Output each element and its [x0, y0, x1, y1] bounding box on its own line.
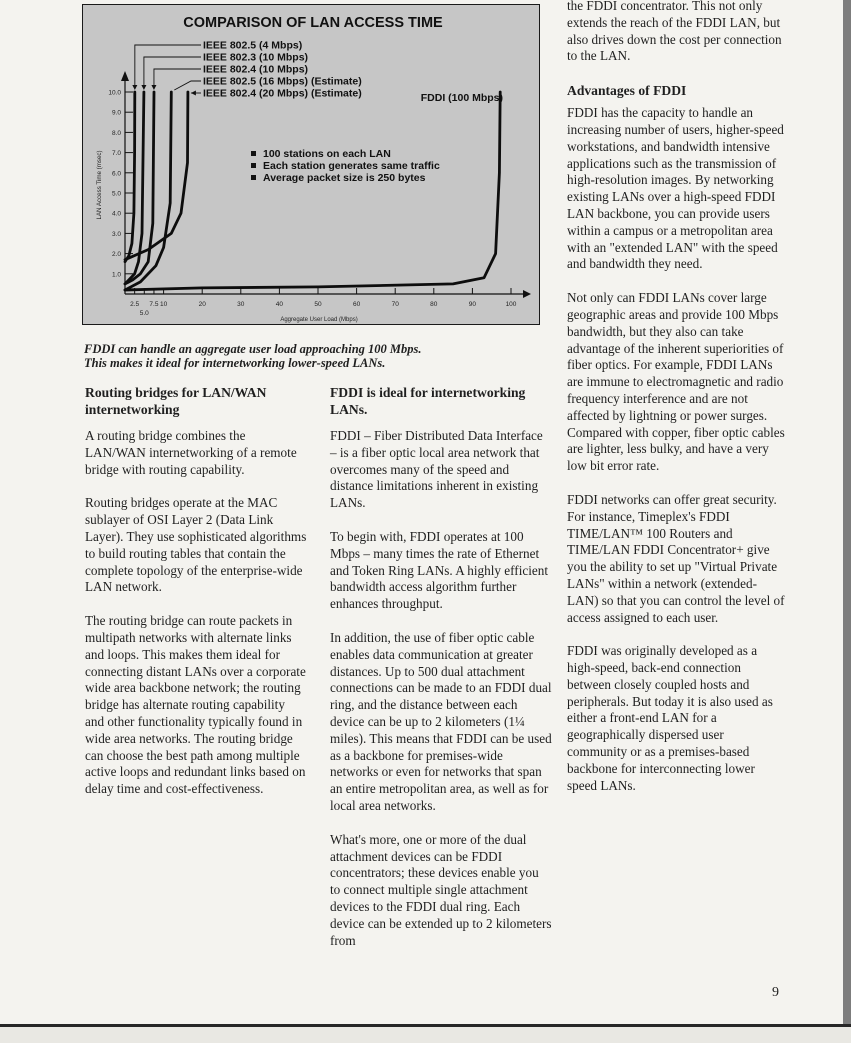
y-tick-label: 3.0: [111, 230, 121, 238]
x-axis-title: Aggregate User Load (Mbps): [280, 317, 358, 323]
paragraph: What's more, one or more of the dual attachment devices can be FDDI concentrators; these devices enable you to connect multiple single attachment devices to the FDDI dual ring. Each device can be extended up to 2 kilometers from: [330, 831, 552, 948]
paragraph: A routing bridge combines the LAN/WAN internetworking of a remote bridge with routing capability.: [85, 428, 297, 477]
access-time-chart: [82, 4, 540, 325]
paragraph: Not only can FDDI LANs cover large geographic areas and provide 100 Mbps bandwidth, but they also can take advantage of the inherent superiorities of fiber optics. For example, FDDI LANs are immune to electromagnetic and radio frequency interference and are not affected by lightning or power surges. Compared with copper, fiber optic cables are lighter, less bulky, and have a very low bit error rate.: [567, 290, 785, 474]
y-axis-title: LAN Access Time (msec): [96, 150, 103, 220]
section-heading-routing-bridges: Routing bridges for LAN/WAN internetworking: [85, 385, 267, 417]
paragraph: FDDI was originally developed as a high-speed, back-end connection between closely coupled hosts and peripherals. But today it is also used as either a front-end LAN for a geographically dispersed user community or as a premises-based backbone for interconnecting lower speed LANs.: [567, 643, 773, 793]
chart-canvas: [83, 5, 541, 326]
legend-label: IEEE 802.5 (4 Mbps): [203, 39, 303, 52]
legend-leader: [135, 45, 201, 88]
caption-line-2: This makes it ideal for internetworking lower-speed LANs.: [84, 356, 386, 370]
legend-label: IEEE 802.4 (10 Mbps): [203, 63, 309, 76]
legend-leader: [174, 81, 201, 90]
y-tick-label: 8.0: [111, 129, 121, 137]
x-tick-label: 90: [468, 301, 477, 308]
y-tick-label: 10.0: [108, 89, 121, 97]
page-bottom-rule: [0, 1024, 851, 1027]
x-tick-label: 100: [505, 301, 517, 308]
column-advantages: [567, 0, 785, 811]
paragraph: FDDI – Fiber Distributed Data Interface – is a fiber optic local area network that overcomes many of the speed and distance limitations inherent in existing LANs.: [330, 428, 543, 511]
series-line: [125, 92, 135, 262]
legend-label: IEEE 802.5 (16 Mbps) (Estimate): [203, 75, 362, 88]
paragraph: In addition, the use of fiber optic cable enables data communication at greater distances. Up to 500 dual attachment connections can be made to an FDDI dual ring, and the distance between each device can be up to 2 kilometers (1¼ miles). This means that FDDI can be used as a backbone for premises-wide networks or even for networks that span an entire metropolitan area, as well as for local area networks.: [330, 629, 552, 813]
figure-caption: [84, 342, 544, 370]
legend-arrow: [132, 85, 137, 90]
note-bullet: [251, 151, 256, 156]
x-tick-label: 20: [198, 301, 206, 308]
chart-title: COMPARISON OF LAN ACCESS TIME: [183, 15, 443, 31]
paragraph: FDDI networks can offer great security. For instance, Timeplex's FDDI TIME/LAN™ 100 Routers and TIME/LAN FDDI Concentrator+ give you the ability to set up "Virtual Private LANs" within a network (extended-LAN) so that you can control the level of access assigned to each user.: [567, 491, 785, 625]
x-tick-label: 60: [352, 301, 361, 308]
y-axis-arrow: [121, 71, 129, 81]
x-tick-label: 7.5: [149, 301, 159, 308]
x-axis-arrow: [523, 290, 531, 298]
x-tick-label: 70: [391, 301, 399, 308]
legend-arrow: [191, 91, 196, 96]
legend-leader: [154, 69, 201, 88]
note-bullet: [251, 175, 256, 180]
x-tick-label: 5.0: [139, 310, 149, 317]
section-heading-fddi-ideal: FDDI is ideal for internetworking LANs.: [330, 385, 526, 417]
y-tick-label: 1.0: [111, 271, 121, 279]
caption-line-1: FDDI can handle an aggregate user load approaching 100 Mbps.: [84, 342, 422, 356]
paragraph: FDDI has the capacity to handle an increasing number of users, higher-speed workstations, and bandwidth intensive applications such as the transmission of high-resolution images. By networking existing LANs over a high-speed FDDI LAN backbone, you can provide users within a campus or a metropolitan area with an "extended LAN" with the speed and bandwidth they need.: [567, 105, 784, 272]
series-label-fddi: FDDI (100 Mbps): [420, 92, 503, 104]
legend-label: IEEE 802.4 (20 Mbps) (Estimate): [203, 87, 362, 100]
paragraph: Routing bridges operate at the MAC sublayer of OSI Layer 2 (Data Link Layer). They use sophisticated algorithms to build routing tables that contain the complete topology of the enterprise-wide LAN network.: [85, 495, 307, 595]
note-bullet: [251, 163, 256, 168]
y-tick-label: 6.0: [111, 170, 121, 178]
series-line: [125, 92, 500, 290]
x-tick-label: 50: [314, 301, 322, 308]
page-number: 9: [772, 985, 779, 1000]
column-routing-bridges: [85, 384, 307, 815]
section-heading-advantages: Advantages of FDDI: [567, 83, 687, 99]
paragraph: the FDDI concentrator. This not only extends the reach of the FDDI LAN, but also drives down the cost per connection to the LAN.: [567, 0, 782, 64]
legend-arrow: [151, 85, 156, 90]
page-edge-shadow: [843, 0, 851, 1043]
y-tick-label: 5.0: [111, 190, 121, 198]
chart-note: Each station generates same traffic: [263, 160, 440, 172]
legend-label: IEEE 802.3 (10 Mbps): [203, 51, 309, 64]
x-tick-label: 10: [159, 301, 168, 308]
column-fddi-ideal: [330, 384, 552, 966]
legend-arrow: [141, 85, 146, 90]
x-tick-label: 30: [237, 301, 245, 308]
x-tick-label: 2.5: [130, 301, 140, 308]
y-tick-label: 4.0: [111, 210, 121, 218]
x-tick-label: 80: [430, 301, 438, 308]
y-tick-label: 9.0: [111, 109, 121, 117]
chart-note: Average packet size is 250 bytes: [263, 172, 426, 184]
legend-leader: [144, 57, 201, 88]
y-tick-label: 2.0: [111, 251, 121, 259]
chart-note: 100 stations on each LAN: [263, 148, 391, 160]
paragraph: To begin with, FDDI operates at 100 Mbps – many times the rate of Ethernet and Token Ring LANs. A highly efficient bandwidth access algorithm further enhances throughput.: [330, 528, 548, 612]
x-tick-label: 40: [275, 301, 284, 308]
y-tick-label: 7.0: [111, 150, 121, 158]
paragraph: The routing bridge can route packets in multipath networks with alternate links and loops. This makes them ideal for connecting distant LANs over a corporate wide area backbone network; the routing bridge has alternate routing capability and other functionality typically found in wide area networks. The routing bridge can choose the best path among multiple active loops and redundant links based on delay time and cost-effectiveness.: [85, 613, 306, 797]
